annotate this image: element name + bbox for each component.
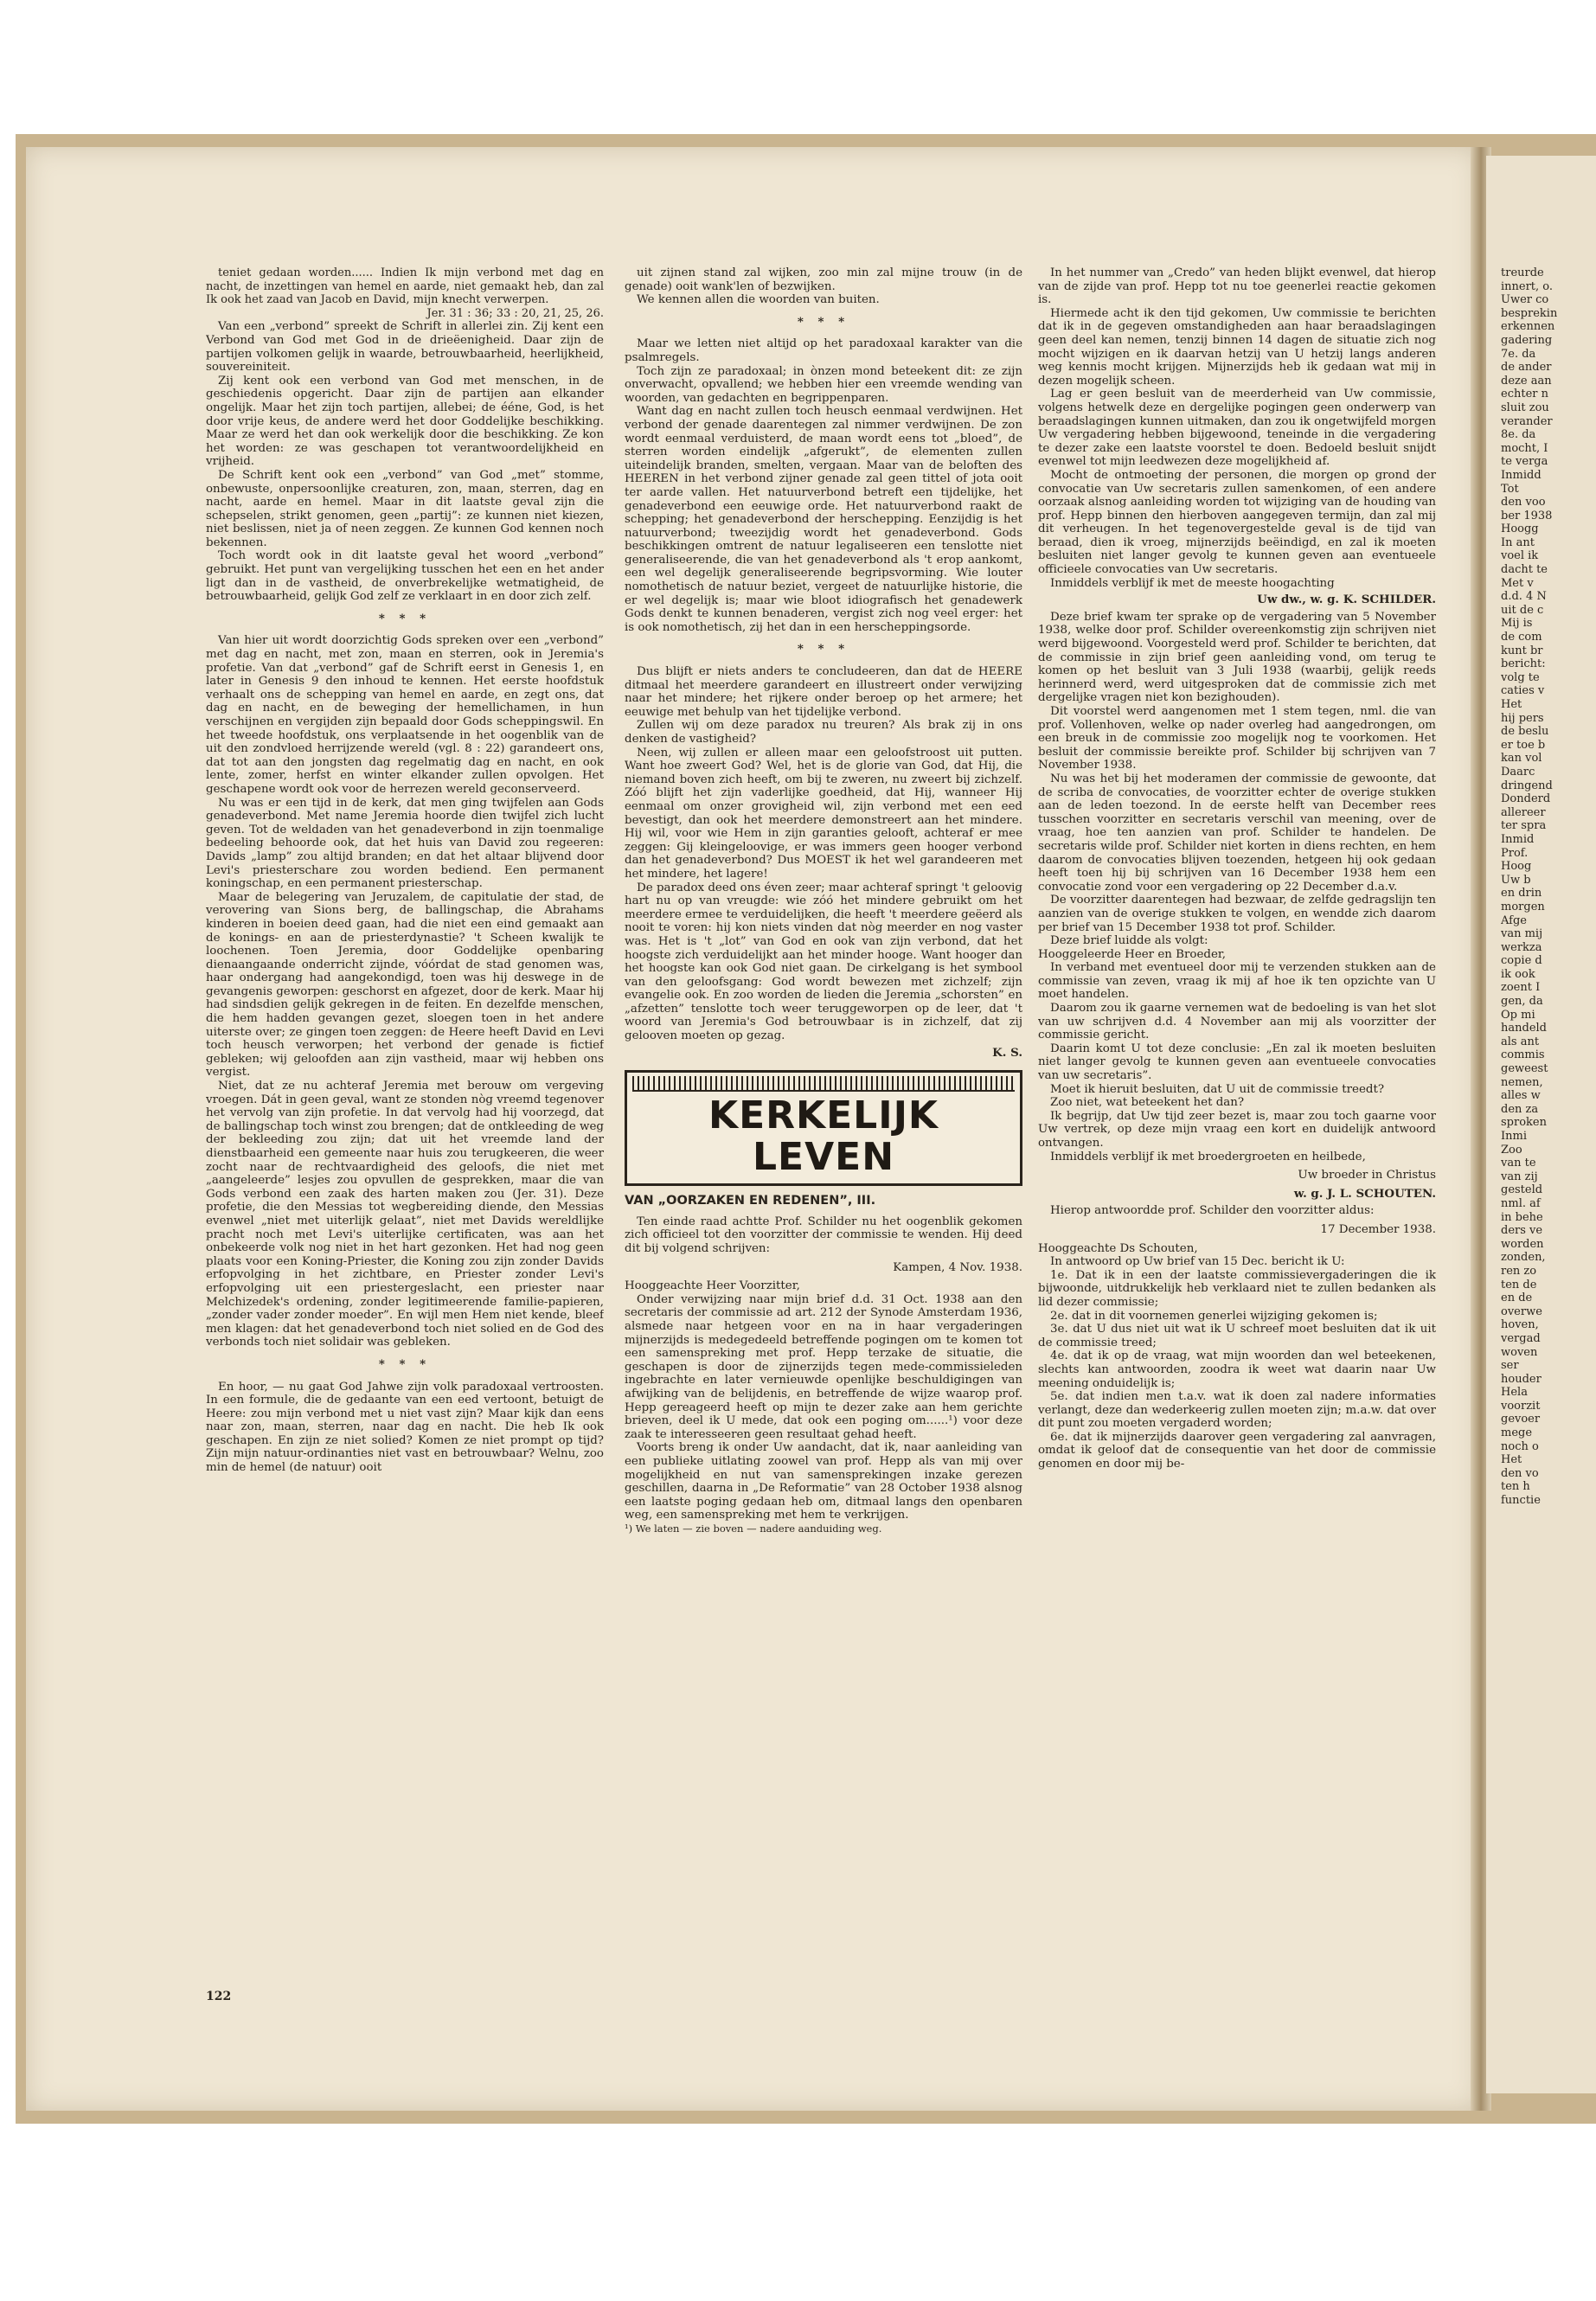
right-page-line: vergad [1501, 1331, 1541, 1345]
section-banner [625, 1070, 1022, 1186]
right-page-line: Hoogg [1501, 522, 1539, 536]
letter-closing: Uw broeder in Christus [1298, 1169, 1436, 1183]
right-page-line: hoven, [1501, 1318, 1539, 1332]
right-page-line: gadering [1501, 333, 1553, 347]
paragraph: De Schrift kent ook een „verbond” van God „met” stomme, onbewuste, onpersoonlijke creaturen, zon, maan, sterren, dag en nacht, aarde en hemel. Maar in dit laatste geval zijn die schepselen, strikt genomen, geen „partij”: ze kunnen niet kiezen, niet beslissen, niet ja of neen zeggen. Ze kunnen God kennen noch bekennen. [206, 468, 604, 549]
paragraph: 1e. Dat ik in een der laatste commissievergaderingen die ik bijwoonde, uitdrukkelijk heb verklaard niet te zullen bedanken als lid dezer commissie; [1038, 1268, 1436, 1309]
paragraph: Niet, dat ze nu achteraf Jeremia met berouw om vergeving vroegen. Dát in geen geval, want ze stonden nòg vreemd tegenover het vervolg van zijn profetie. In dat vervolg had hij voorzegd, dat de ballingschap toch winst zou brengen; dat de ontkleeding de weg der bekleeding zou zijn; dat uit het vreemde land der dienstbaarheid een gemeente naar huis zou terugkeeren, die weer zocht naar de rechtvaardigheid des geloofs, die niet met „aangeleerde” lesjes zou opvullen de gesprekken, maar die van Gods verbond een zaak des harten maken zou (Jer. 31). Deze profetie, die den Messias tot wegbereiding diende, den Messias evenwel „niet met uiterlijk gelaat”, niet met Davids wereldlijke pracht noch met Levi's uiterlijke certificaten, was aan het onbekeerde volk nog niet in het hart gezonken. Het had nog geen plaats voor een Koning-Priester, die Koning zou zijn zonder Davids erfopvolging in het zichtbare, en Priester zonder Levi's erfopvolging uit een priestergeslacht, een priester naar Melchizedek's ordening, zonder legitimeerende familie-papieren, „zonder vader zonder moeder”. En wijl men Hem niet kende, bleef men klagen: dat het genadeverbond toch niet solied en de God des verbonds toch niet solidair was gebleken. [206, 1080, 604, 1349]
paragraph: Deze brief luidde als volgt: [1050, 934, 1208, 948]
right-page-line: den vo [1501, 1466, 1539, 1480]
right-page-line: Inmid [1501, 832, 1535, 846]
letter-salutation: Hooggeleerde Heer en Broeder, [1038, 947, 1227, 961]
right-page-line: woven [1501, 1345, 1538, 1359]
right-page-fragments [1501, 266, 1596, 1508]
paragraph: Lag er geen besluit van de meerderheid van Uw commissie, volgens hetwelk deze en dergelijke pogingen geen onderwerp van beraadslagingen kunnen uitmaken, dan zou ik ongetwijfeld morgen Uw vergadering hebben bijgewoond, teneinde in die vergadering te dezer zake een laatste voorstel te doen. Bedoeld besluit snijdt evenwel tot mijn leedwezen deze mogelijkheid af. [1038, 388, 1436, 469]
letter-salutation: Hooggeachte Ds Schouten, [1038, 1241, 1198, 1255]
paragraph: In verband met eventueel door mij te verzenden stukken aan de commissie van zeven, vraag ik mij af hoe ik ten opzichte van U moet handelen. [1038, 961, 1436, 1002]
paragraph: Van een „verbond” spreekt de Schrift in allerlei zin. Zij kent een Verbond van God met God in de drieëenigheid. Daar zijn de partijen volkomen gelijk in waarde, betrouwbaarheid, heerlijkheid, souvereiniteit. [206, 320, 604, 375]
right-page-line: ten h [1501, 1480, 1530, 1494]
section-separator: * * * [797, 642, 850, 657]
right-page-line: uit de c [1501, 603, 1544, 617]
right-page-line: sproken [1501, 1116, 1547, 1130]
right-page-line: Daarc [1501, 765, 1535, 779]
paragraph: Want dag en nacht zullen toch heusch eenmaal verdwijnen. Het verbond der genade daarentegen zal nimmer verdwijnen. De zon wordt eenmaal verduisterd, de maan wordt eens tot „bloed”, de sterren worden eindelijk „afgerukt”, de elementen zullen uiteindelijk branden, smelten, vergaan. Maar van de beloften des HEEREN in het verbond zijner genade zal geen tittel of jota ooit ter aarde vallen. Het natuurverbond betreft een tijdelijke, het genadeverbond een eeuwige orde. Het natuurverbond raakt de schepping; het genadeverbond der herschepping. Eenzijdig is het natuurverbond; tweezijdig wordt het genadeverbond. Gods beschikkingen omtrent de natuur legaliseeren een tenslotte niet generaliseerende, die van het genadeverbond als 't erop aankomt, een wel degelijk generaliseerende begripsvorming. Wie louter nomothetisch de natuur beziet, vergeet de natuurlijke historie, die er wel degelijk is; maar wie bloot idiografisch het genadewerk Gods denkt te kunnen benaderen, vergist zich nog veel erger: het is ook nomothetisch, zij het dan in een herscheppingsorde. [625, 405, 1022, 634]
right-page-line: bericht: [1501, 657, 1546, 671]
letter-salutation: Hooggeachte Heer Voorzitter, [625, 1279, 800, 1293]
paragraph: Dit voorstel werd aangenomen met 1 stem tegen, nml. die van prof. Vollenhoven, welke op nader overleg had aangedrongen, om een breuk in de commissie zoo mogelijk nog te voorkomen. Het besluit der commissie bereikte prof. Schilder bij schrijven van 7 November 1938. [1038, 705, 1436, 772]
letter-signature: w. g. J. L. SCHOUTEN. [1293, 1186, 1436, 1201]
paragraph: Mocht de ontmoeting der personen, die morgen op grond der convocatie van Uw secretaris zullen samenkomen, of een andere oorzaak alsnog aanleiding worden tot wijziging van de houding van prof. Hepp binnen den hierboven aangegeven termijn, dan zal mij dit verheugen. In het tegenovergestelde geval is de tijd van beraad, dien ik vroeg, mijnerzijds beëindigd, en zal ik moeten besluiten niet langer gevolg te kunnen geven aan eventueele officieele convocaties van Uw secretaris. [1038, 468, 1436, 577]
right-page-line: In ant [1501, 535, 1535, 549]
right-page-line: verander [1501, 414, 1553, 428]
right-page-line: in behe [1501, 1210, 1543, 1224]
right-page-line: 8e. da [1501, 428, 1536, 442]
paragraph: uit zijnen stand zal wijken, zoo min zal mijne trouw (in de genade) ooit wank'len of bezwijken. [625, 266, 1022, 293]
paragraph: Deze brief kwam ter sprake op de vergadering van 5 November 1938, welke door prof. Schilder overeenkomstig zijn schrijven niet werd bijgewoond. Voorgesteld werd prof. Schilder te berichten, dat de commissie in zijn brief geen aanleiding vond, om terug te komen op het besluit van 3 Juli 1938 (waarbij, gelijk reeds herinnerd werd, werd uitgesproken dat de commissie zich met dergelijke vragen niet kon bezighouden). [1038, 610, 1436, 705]
paragraph: Voorts breng ik onder Uw aandacht, dat ik, naar aanleiding van een publieke uitlating zoowel van prof. Hepp als van mij over mogelijkheid en nut van samensprekingen inzake gerezen geschillen, daarna in „De Reformatie” van 28 October 1938 alsnog een laatste poging gedaan heb om, ditmaal langs den openbaren weg, een samenspreking met hem te verkrijgen. [625, 1441, 1022, 1522]
paragraph: Nu was er een tijd in de kerk, dat men ging twijfelen aan Gods genadeverbond. Met name Jeremia hoorde dien twijfel zich lucht geven. Tot de weldaden van het genadeverbond in zijn toenmalige bedeeling behoorde ook, dat het huis van David zou regeeren: Davids „lamp” zou altijd branden; en dat het altaar blijvend door Levi's priesterschare zou worden bediend. Een permanent koningschap, en een permanent priesterschap. [206, 796, 604, 891]
right-page-line: handeld [1501, 1022, 1547, 1035]
right-page-line: zonden, [1501, 1251, 1546, 1265]
right-page-line: Hela [1501, 1386, 1528, 1400]
paragraph: Onder verwijzing naar mijn brief d.d. 31 Oct. 1938 aan den secretaris der commissie ad art. 212 der Synode Amsterdam 1936, alsmede naar hetgeen voor en na in haar vergaderingen mijnerzijds is medegedeeld betreffende pogingen om te komen tot een samenspreking met prof. Hepp terzake de situatie, die geschapen is door de zijnerzijds tegen mede-commissieleden ingebrachte en later vernieuwde openlijke beschuldigingen van afwijking van de belijdenis, en betreffende de wijze waarop prof. Hepp gereageerd heeft op mijn te dezer zake aan hem gerichte brieven, deel ik U mede, dat ook een poging om......¹) voor deze zaak te interesseeren geen resultaat gehad heeft. [625, 1292, 1022, 1441]
paragraph: Hiermede acht ik den tijd gekomen, Uw commissie te berichten dat ik in de gegeven omstandigheden aan haar beraadslagingen geen deel kan nemen, tenzij binnen 14 dagen de situatie zich nog mocht wijzigen en ik daarvan hetzij van U hetzij langs anderen weg kennis mocht krijgen. Mijnerzijds heb ik gedaan wat mij in dezen mogelijk scheen. [1038, 306, 1436, 388]
right-page-line: Inmi [1501, 1130, 1527, 1143]
right-page-line: kan vol [1501, 752, 1542, 766]
paragraph: Dus blijft er niets anders te concludeeren, dan dat de HEERE ditmaal het meerdere garandeert en illustreert onder verwijzing naar het mindere; het rijkere onder beroep op het armere; het eeuwige met behulp van het tijdelijke verbond. [625, 665, 1022, 719]
paragraph: Hierop antwoordde prof. Schilder den voorzitter aldus: [1050, 1204, 1375, 1218]
right-page-line: commis [1501, 1048, 1545, 1062]
paragraph: Moet ik hieruit besluiten, dat U uit de commissie treedt? [1050, 1082, 1385, 1096]
right-page-line: dringend [1501, 779, 1553, 792]
right-page-line: sluit zou [1501, 401, 1549, 414]
right-page-line: den voo [1501, 496, 1546, 510]
right-page-line: d.d. 4 N [1501, 590, 1547, 604]
right-page-line: van mij [1501, 927, 1543, 941]
page-number: 122 [206, 1990, 232, 2003]
scripture-reference: Jer. 31 : 36; 33 : 20, 21, 25, 26. [426, 306, 604, 320]
banner-decoration [632, 1076, 1015, 1092]
paragraph: Zij kent ook een verbond van God met menschen, in de geschiedenis opgericht. Daar zijn de partijen aan elkander ongelijk. Maar het zijn toch partijen, allebei; de ééne, God, is het door vrije keus, de andere werd het door Goddelijke beschikking. Maar ze werd het dan ook werkelijk door die beschikking. Ze kon het worden: ze was geschapen tot verantwoordelijkheid en vrijheid. [206, 374, 604, 469]
right-page-line: innert, o. [1501, 279, 1554, 293]
right-page-line: Het [1501, 698, 1522, 711]
paragraph: 4e. dat ik op de vraag, wat mijn woorden dan wel beteekenen, slechts kan antwoorden, zoodra ik weet wat daarin naar Uw meening onduidelijk is; [1038, 1349, 1436, 1390]
paragraph: Daarin komt U tot deze conclusie: „En zal ik moeten besluiten niet langer gevolg te kunnen geven aan eventueele convocaties van uw secretaris”. [1038, 1042, 1436, 1083]
right-page-line: mege [1501, 1426, 1533, 1440]
right-page-line: dacht te [1501, 563, 1548, 577]
footnote: ¹) We laten — zie boven — nadere aanduiding weg. [625, 1522, 882, 1535]
right-page-line: ders ve [1501, 1224, 1543, 1238]
right-page-line: ser [1501, 1359, 1519, 1373]
paragraph: Van hier uit wordt doorzichtig Gods spreken over een „verbond” met dag en nacht, met zon, maan en sterren, ook in Jeremia's profetie. Van dat „verbond” gaf de Schrift eerst in Genesis 1, en later in Genesis 9 den inhoud te kennen. Het eerste hoofdstuk verhaalt ons de schepping van hemel en aarde, en zegt ons, dat dag en nacht, en de beweging der hemellichamen, in hun verschijnen en vergijden zijn bepaald door Gods scheppingswil. En het tweede hoofdstuk, ons verplaatsende in het oogenblik van de uit den zondvloed herrijzende wereld (vgl. 8 : 22) garandeert ons, dat tot aan den jongsten dag regelmatig dag en nacht, en ook lente, zomer, herfst en winter elkander zullen opvolgen. Het geschapene wordt ook voor de herrezen wereld geconserveerd. [206, 634, 604, 796]
right-page-line: noch o [1501, 1439, 1539, 1453]
right-page-line: zoent I [1501, 981, 1541, 995]
right-page-line: van te [1501, 1157, 1536, 1170]
right-page-line: werkza [1501, 940, 1542, 954]
paragraph: 5e. dat indien men t.a.v. wat ik doen zal nadere informaties verlangt, deze dan wederkeerig zullen moeten zijn; m.a.w. dat over dit punt zou moeten vergaderd worden; [1038, 1390, 1436, 1431]
right-page-line: Afge [1501, 913, 1527, 927]
right-page-line: Zoo [1501, 1143, 1522, 1157]
right-page-line: den za [1501, 1102, 1539, 1116]
right-page-line: de ander [1501, 361, 1552, 375]
right-page-line: gesteld [1501, 1183, 1543, 1197]
right-page-line: en drin [1501, 887, 1542, 901]
right-page-line: caties v [1501, 684, 1545, 698]
paragraph: 3e. dat U dus niet uit wat ik U schreef moet besluiten dat ik uit de commissie treed; [1038, 1323, 1436, 1349]
right-page-line: voorzit [1501, 1399, 1541, 1413]
right-page-line: ter spra [1501, 819, 1547, 833]
right-page-line: te verga [1501, 455, 1548, 469]
paragraph: Ik begrijp, dat Uw tijd zeer bezet is, maar zou toch gaarne voor Uw vertrek, op deze mijn vraag een kort en duidelijk antwoord ontvangen. [1038, 1109, 1436, 1150]
right-page-line: gevoer [1501, 1413, 1541, 1426]
paragraph: We kennen allen die woorden van buiten. [637, 293, 880, 307]
right-page-line: functie [1501, 1494, 1541, 1508]
right-page-line: voel ik [1501, 549, 1539, 563]
paragraph: 2e. dat in dit voornemen generlei wijziging gekomen is; [1050, 1309, 1378, 1323]
paragraph: Ten einde raad achtte Prof. Schilder nu het oogenblik gekomen zich officieel tot den voorzitter der commissie te wenden. Hij deed dit bij volgend schrijven: [625, 1215, 1022, 1256]
right-page-line: houder [1501, 1372, 1542, 1386]
paragraph: In het nummer van „Credo” van heden blijkt evenwel, dat hierop van de zijde van prof. Hepp tot nu toe geenerlei reactie gekomen is. [1038, 266, 1436, 307]
right-page-line: geweest [1501, 1062, 1548, 1076]
right-page-line: morgen [1501, 900, 1545, 913]
right-page-line: Tot [1501, 482, 1519, 496]
paragraph: Inmiddels verblijf ik met de meeste hoogachting [1050, 576, 1335, 590]
column-2 [625, 266, 1022, 1945]
column-3 [1038, 266, 1436, 1945]
right-page-line: treurde [1501, 266, 1544, 279]
right-page-line: ten de [1501, 1278, 1537, 1292]
paragraph: Maar de belegering van Jeruzalem, de capitulatie der stad, de verovering van Sions berg, de ballingschap, die Abrahams kinderen in boeien deed gaan, had die niet een eind gemaakt aan de konings- en aan de priesterdynastie? 't Scheen kwalijk te loochenen. Toen Jeremia, door Goddelijke openbaring dienaangaande onderricht zijnde, vóórdat de stad genomen was, haar ondergang had aangekondigd, toen was hij deswege in de gevangenis geworpen: geschorst en afgezet, door de kerk. Maar hij had sindsdien gelijk gekregen in de feiten. En dezelfde menschen, die hem hadden gevangen gezet, sloegen toen in het andere uiterste over; ze gingen toen zeggen: de Heere heeft David en Levi toch heusch verworpen; het verbond der genade is fictief gebleken; wij geloofden aan zijn vastheid, maar wij hebben ons vergist. [206, 890, 604, 1080]
right-page-line: Donderd [1501, 792, 1551, 806]
right-page-line: Met v [1501, 576, 1534, 590]
right-page-line: Mij is [1501, 617, 1533, 631]
letter-date: 17 December 1938. [1320, 1222, 1436, 1236]
right-page-line: Het [1501, 1453, 1522, 1467]
right-page-line: overwe [1501, 1304, 1542, 1318]
paragraph: Toch zijn ze paradoxaal; in ònzen mond beteekent dit: ze zijn onverwacht, opvallend; we hebben hier een vreemde wending van woorden, van gedachten en begrippenparen. [625, 364, 1022, 405]
right-page-line: nemen, [1501, 1075, 1543, 1089]
right-page-line: echter n [1501, 388, 1548, 401]
right-page-line: volg te [1501, 670, 1540, 684]
right-page-line: Hoog [1501, 860, 1532, 874]
right-page-line: kunt br [1501, 644, 1543, 657]
right-page-line: Uwer co [1501, 293, 1549, 307]
right-page-line: Inmidd [1501, 468, 1542, 482]
right-page-line: de com [1501, 631, 1542, 644]
column-1 [206, 266, 604, 1945]
letter-date: Kampen, 4 Nov. 1938. [893, 1260, 1022, 1274]
section-separator: * * * [378, 611, 432, 625]
right-page-line: hij pers [1501, 711, 1544, 725]
right-page-line: erkennen [1501, 320, 1555, 334]
paragraph: Daarom zou ik gaarne vernemen wat de bedoeling is van het slot van uw schrijven d.d. 4 November aan mij als voorzitter der commissie gericht. [1038, 1002, 1436, 1042]
paragraph: Neen, wij zullen er alleen maar een geloofstroost uit putten. Want hoe zweert God? Wel, het is de glorie van God, dat Hij, die niemand boven zich heeft, om bij te zweren, nu zweert bij zichzelf. Zóó blijft het zijn vaderlijke goedheid, dat Hij, wanneer Hij eenmaal om onzer grovigheid wil, zijn verbond met een eed bevestigt, dan ook het meerdere demonstreert aan het mindere. Hij wil, voor wie Hem in zijn garanties gelooft, achteraf er mee zeggen: Gij kleingeloovige, er was immers geen hooger verbond dan het genadeverbond? Dus MOEST ik het wel garandeeren met het mindere, het lagere! [625, 746, 1022, 881]
section-separator: * * * [797, 314, 850, 329]
article-heading: VAN „OORZAKEN EN REDENEN”, III. [625, 1194, 876, 1208]
right-page-line: als ant [1501, 1035, 1540, 1048]
right-page-line: allereer [1501, 805, 1546, 819]
right-page-line: en de [1501, 1292, 1533, 1305]
banner-title: KERKELIJK LEVEN [708, 1093, 939, 1180]
right-page-line: alles w [1501, 1089, 1541, 1103]
paragraph: Zoo niet, wat beteekent het dan? [1050, 1096, 1245, 1110]
scripture-quote: teniet gedaan worden...... Indien Ik mijn verbond met dag en nacht, de inzettingen van hemel en aarde, niet gemaakt heb, dan zal Ik ook het zaad van Jacob en David, mijn knecht verwerpen. [206, 266, 604, 307]
right-page-line: ber 1938 [1501, 509, 1553, 522]
right-page-line: ren zo [1501, 1264, 1537, 1278]
right-page-line: er toe b [1501, 738, 1546, 752]
paragraph: Inmiddels verblijf ik met broedergroeten en heilbede, [1050, 1150, 1366, 1163]
paragraph: Zullen wij om deze paradox nu treuren? Als brak zij in ons denken de vastigheid? [625, 719, 1022, 746]
right-page-line: worden [1501, 1237, 1544, 1251]
paragraph: De voorzitter daarentegen had bezwaar, de zelfde gedragslijn ten aanzien van de overige stukken te volgen, en wendde zich daarom per brief van 15 December 1938 tot prof. Schilder. [1038, 894, 1436, 934]
letter-signature: Uw dw., w. g. K. SCHILDER. [1257, 593, 1436, 607]
paragraph: Maar we letten niet altijd op het paradoxaal karakter van die psalmregels. [625, 337, 1022, 364]
paragraph: Toch wordt ook in dit laatste geval het woord „verbond” gebruikt. Het punt van vergelijking tusschen het een en het ander ligt dan in de vastheid, de onverbrekelijke wetmatigheid, de betrouwbaarheid, gelijk God zelf ze verklaart in en door zich zelf. [206, 549, 604, 604]
right-page-line: copie d [1501, 954, 1542, 968]
right-page-line: gen, da [1501, 995, 1543, 1009]
paragraph: In antwoord op Uw brief van 15 Dec. bericht ik U: [1050, 1255, 1345, 1269]
right-page-line: mocht, I [1501, 441, 1548, 455]
paragraph: En hoor, — nu gaat God Jahwe zijn volk paradoxaal vertroosten. In een formule, die de gedaante van een eed vertoont, betuigt de Heere: zou mijn verbond met u niet vast zijn? Maar kijk dan eens naar zon, maan, sterren, naar dag en nacht. Die heb Ik ook geschapen. En zijn ze niet solied? Komen ze niet prompt op tijd? Zijn mijn natuur-ordinanties niet vast en betrouwbaar? Welnu, zoo min de hemel (de natuur) ooit [206, 1380, 604, 1475]
right-page-line: Prof. [1501, 846, 1529, 860]
right-page-line: deze aan [1501, 374, 1552, 388]
paragraph: 6e. dat ik mijnerzijds daarover geen vergadering zal aanvragen, omdat ik geloof dat de consequentie van het door de commissie genomen en door mij be- [1038, 1430, 1436, 1471]
right-page-line: 7e. da [1501, 347, 1536, 361]
right-page-line: nml. af [1501, 1196, 1541, 1210]
right-page-line: Op mi [1501, 1008, 1535, 1022]
right-page-line: besprekin [1501, 306, 1558, 320]
right-page-line: de beslu [1501, 725, 1549, 739]
right-page-line: van zij [1501, 1170, 1538, 1183]
section-separator: * * * [378, 1356, 432, 1371]
paragraph: De paradox deed ons éven zeer; maar achteraf springt 't geloovig hart nu op van vreugde: wie zóó het mindere gebruikt om het meerdere ermee te verduidelijken, die heeft 't meerdere geëerd als nooit te voren: hij kon niets vinden dat nòg meerder en nog vaster was. Het is 't „lot” van God en ook van zijn verbond, dat het hoogste zich verduidelijkt aan het minder hooge. Want hooger dan het hoogste kan ook God niet gaan. De cirkelgang is het symbool van den geloofsgang: God wordt bewezen met zichzelf; zijn evangelie ook. En zoo worden de lieden die Jeremia „schorsten” en „afzetten” tenslotte toch weer teruggeworpen op de leer, dat 't woord van Jeremia's God betrouwbaar is in zichzelf, dat zij gelooven moeten op gezag. [625, 881, 1022, 1043]
author-initials: K. S. [992, 1045, 1022, 1060]
paragraph: Nu was het bij het moderamen der commissie de gewoonte, dat de scriba de convocaties, de voorzitter echter de overige stukken aan de leden toezond. In de eerste helft van December rees tusschen voorzitter en secretaris verschil van meening, over de vraag, hoe ten aanzien van prof. Schilder te handelen. De secretaris wilde prof. Schilder niet korten in diens rechten, en hem daarom de convocaties blijven toezenden, hetgeen hij ook gedaan heeft toen hij bij schrijven van 16 December 1938 hem een convocatie zond voor een vergadering op 22 December d.a.v. [1038, 772, 1436, 894]
right-page-line: Uw b [1501, 873, 1531, 887]
right-page-line: ik ook [1501, 967, 1535, 981]
